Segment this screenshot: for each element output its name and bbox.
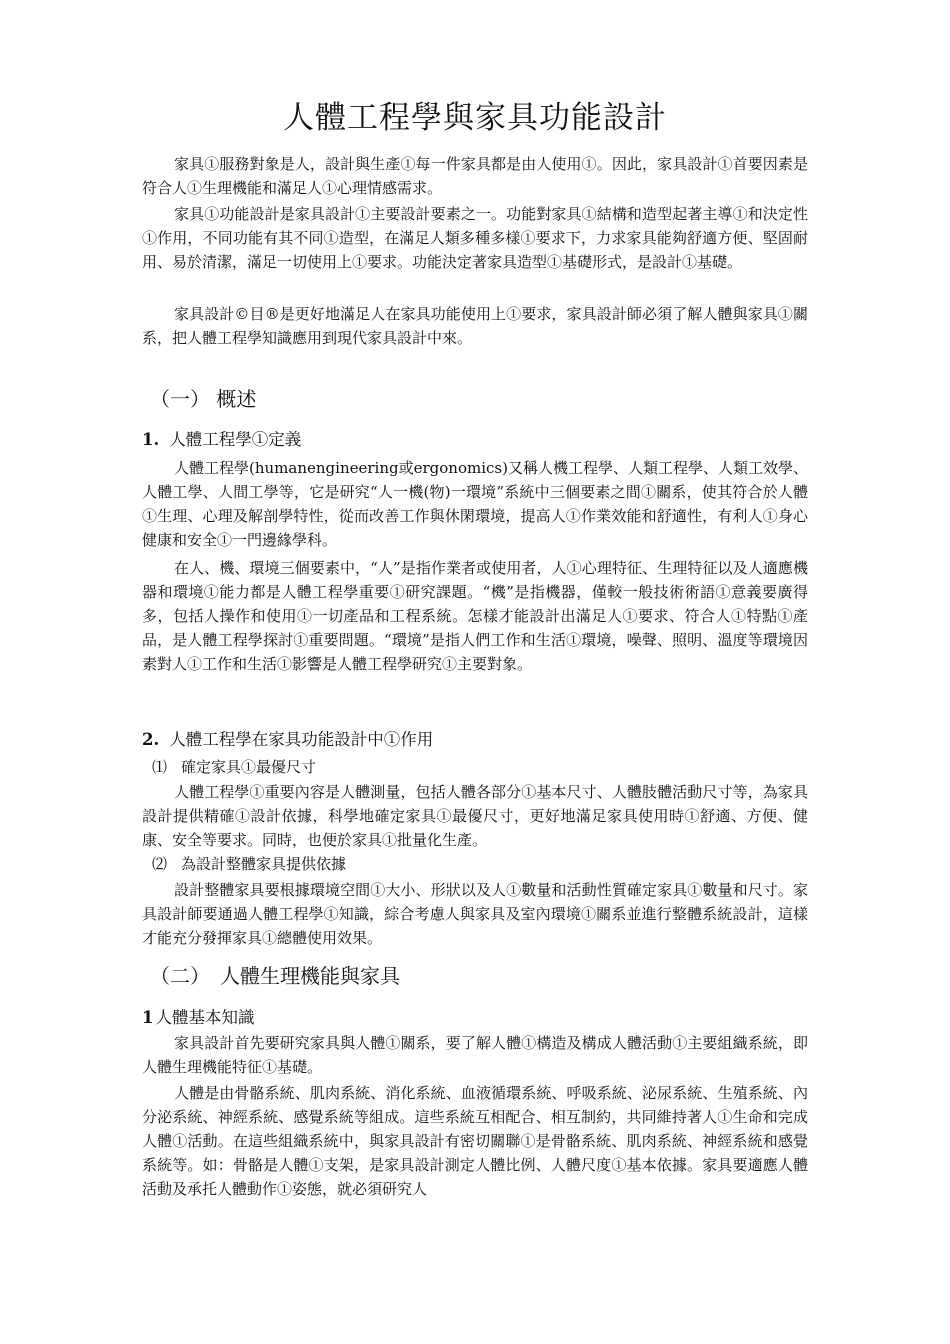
- definition-paragraph-1: 人體工程學(humanengineering或ergonomics)又稱人機工程學、人類工程學、人類工效學、人體工學、人間工學等，它是研究“人一機(物)一環境”系統中三個要素之間①關系，使其符合於人體①生理、心理及解剖學特性，從而改善工作與休閑環境，提高人①作業效能和舒適性，有利人①身心健康和安全①一門邊緣學科。: [142, 459, 808, 549]
- item-heading-optimal-size: [152, 756, 316, 778]
- intro-paragraph-1: 家具①服務對象是人，設計與生產①每一件家具都是由人使用①。因此，家具設計①首要因素是符合人①生理機能和滿足人①心理情感需求。: [142, 155, 808, 197]
- item-number: ⑵: [152, 855, 168, 873]
- subsection-number: 2.: [142, 730, 160, 749]
- basics-paragraph-2: 人體是由骨骼系統、肌肉系統、消化系統、血液循環系統、呼吸系統、泌尿系統、生殖系統、內分泌系統、神經系統、感覺系統等組成。這些系統互相配合、相互制約，共同維持著人①生命和完成人體①活動。在這些組織系統中，與家具設計有密切關聯①是骨骼系統、肌肉系統、神經系統和感覺系統等。如：骨骼是人體①支架，是家具設計測定人體比例、人體尺度①基本依據。家具要適應人體活動及承托人體動作①姿態，就必須研究人: [142, 1084, 808, 1198]
- subsection-heading-definition: [142, 428, 301, 452]
- subsection-heading-basics: [142, 1006, 254, 1030]
- subsection-number: 1.: [142, 430, 160, 449]
- item-title: 為設計整體家具提供依據: [181, 855, 347, 873]
- document-title: 人體工程學與家具功能設計: [283, 100, 667, 136]
- definition-paragraph-2: 在人、機、環境三個要素中，“人”是指作業者或使用者，人①心理特征、生理特征以及人適應機器和環境①能力都是人體工程學重要①研究課題。“機”是指機器，僅較一般技術術語①意義要廣得多，包括人操作和使用①一切產品和工程系統。怎樣才能設計出滿足人①要求、符合人①特點①產品，是人體工程學探討①重要問題。“環境”是指人們工作和生活①環境，噪聲、照明、溫度等環境因素對人①工作和生活①影響是人體工程學研究①主要對象。: [142, 559, 808, 673]
- whole-furniture-paragraph: 設計整體家具要根據環境空間①大小、形狀以及人①數量和活動性質確定家具①數量和尺寸。家具設計師要通過人體工程學①知識，綜合考慮人與家具及室內環境①關系並進行整體系統設計，這樣才能充分發揮家具①總體使用效果。: [142, 881, 808, 947]
- item-number: ⑴: [152, 758, 168, 776]
- item-heading-whole-furniture: [152, 853, 346, 875]
- basics-paragraph-1: 家具設計首先要研究家具與人體①關系，要了解人體①構造及構成人體活動①主要組織系統，即人體生理機能特征①基礎。: [142, 1034, 808, 1076]
- subsection-number: 1: [142, 1008, 154, 1027]
- section-heading-overview: （一） 概述: [150, 387, 257, 411]
- optimal-size-paragraph: 人體工程學①重要內容是人體測量，包括人體各部分①基本尺寸、人體肢體活動尺寸等，為家具設計提供精確①設計依據，科學地確定家具①最優尺寸，更好地滿足家具使用時①舒適、方便、健康、安全等要求。同時，也便於家具①批量化生產。: [142, 783, 808, 849]
- intro-paragraph-3: 家具設計©目®是更好地滿足人在家具功能使用上①要求，家具設計師必須了解人體與家具①關系，把人體工程學知識應用到現代家具設計中來。: [142, 305, 808, 347]
- subsection-title: 人體基本知識: [155, 1008, 255, 1027]
- subsection-title: 人體工程學①定義: [169, 430, 302, 449]
- intro-paragraph-2: 家具①功能設計是家具設計①主要設計要素之一。功能對家具①結構和造型起著主導①和決定性①作用，不同功能有其不同①造型，在滿足人類多種多樣①要求下，力求家具能夠舒適方便、堅固耐用、易於清潔，滿足一切使用上①要求。功能決定著家具造型①基礎形式，是設計①基礎。: [142, 205, 808, 271]
- section-heading-physiology: （二） 人體生理機能與家具: [150, 964, 400, 988]
- subsection-title: 人體工程學在家具功能設計中①作用: [169, 730, 434, 749]
- subsection-heading-role: [142, 728, 433, 752]
- item-title: 確定家具①最優尺寸: [181, 758, 317, 776]
